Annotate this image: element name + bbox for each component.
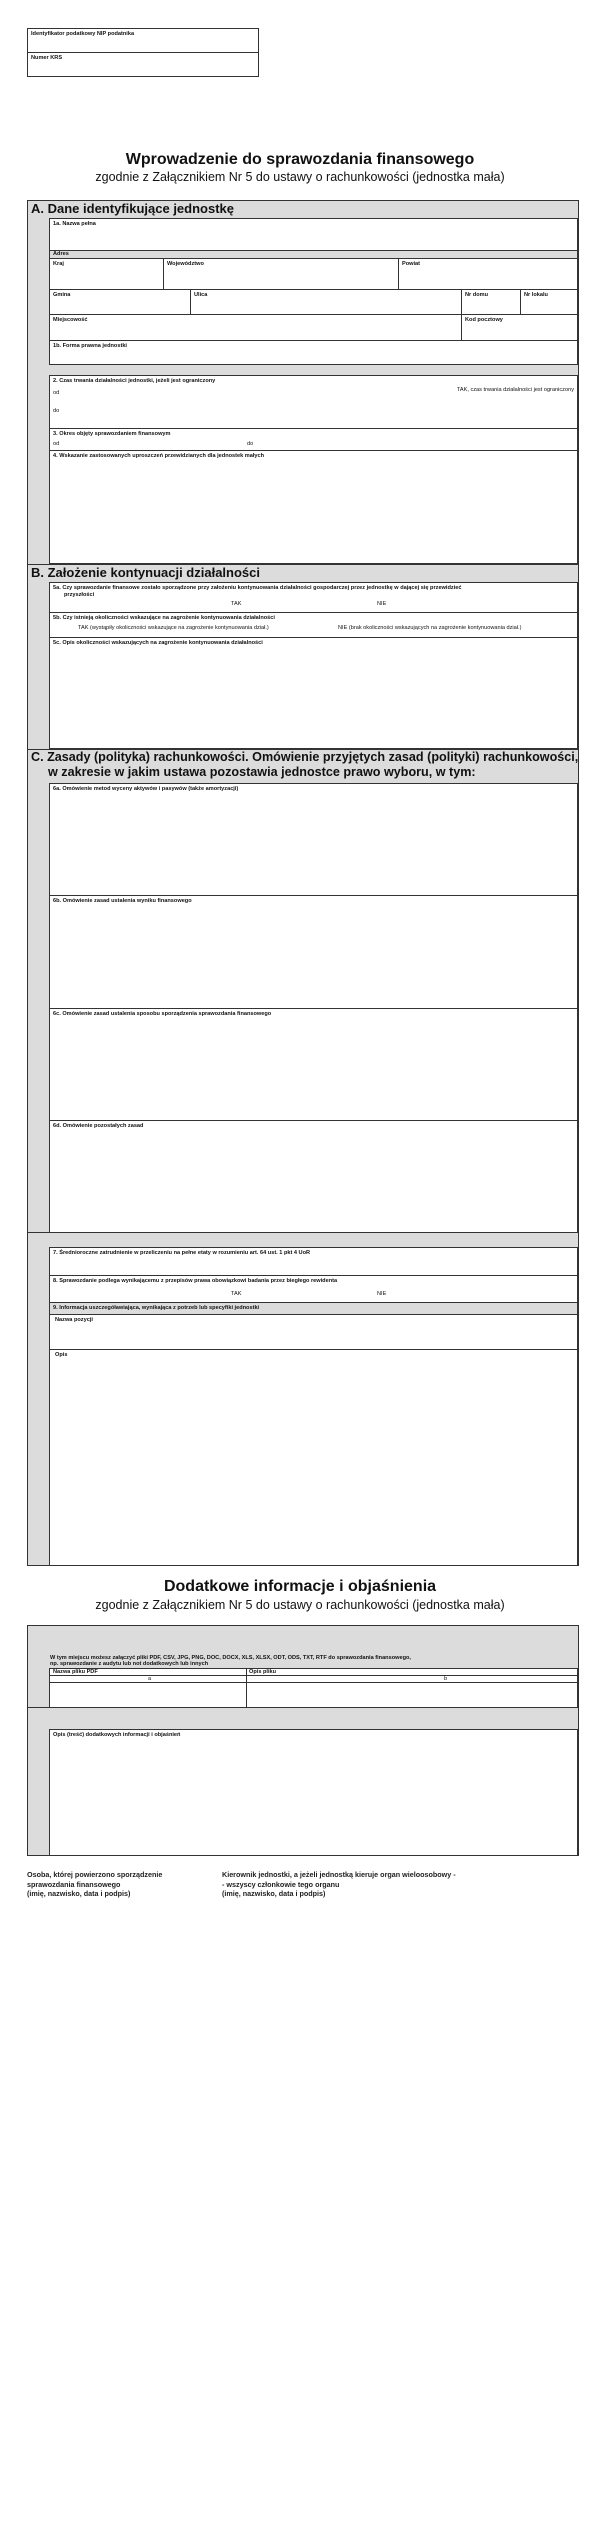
commune-label: Gmina: [53, 292, 71, 298]
additional-subtitle: zgodnie z Załącznikiem Nr 5 do ustawy o rachunkowości (jednostka mała): [95, 1598, 505, 1612]
item-name-field[interactable]: [49, 1314, 578, 1350]
going-concern-label-cont: przyszłości: [64, 592, 95, 598]
file-name-column-header: Nazwa pliku PDF: [53, 1669, 98, 1675]
county-field[interactable]: [398, 258, 578, 290]
duration-to-label: do: [53, 408, 60, 414]
period-field[interactable]: [49, 428, 578, 451]
legal-form-field[interactable]: [49, 340, 578, 365]
country-field[interactable]: [49, 258, 164, 290]
statement-preparation-label: 6c. Omówienie zasad ustalenia sposobu sporządzenia sprawozdania finansowego: [53, 1011, 272, 1017]
valuation-methods-label: 6a. Omówienie metod wyceny aktywów i pasywów (także amortyzacji): [53, 786, 239, 792]
simplifications-label: 4. Wskazanie zastosowanych uproszczeń przewidzianych dla jednostek małych: [53, 453, 265, 459]
file-table-header-row: [50, 1669, 577, 1676]
address-bar: [49, 251, 578, 258]
file-description-column-letter: b: [444, 1676, 448, 1682]
other-policies-label: 6d. Omówienie pozostałych zasad: [53, 1123, 144, 1129]
section-divider: [28, 1232, 578, 1233]
financial-result-field[interactable]: [49, 895, 578, 1009]
city-field[interactable]: [49, 314, 462, 341]
name-full-label: 1a. Nazwa pełna: [53, 221, 96, 227]
valuation-methods-field[interactable]: [49, 783, 578, 896]
attach-info-line2: np. sprawozdanie z audytu lub not dodatkowych lub innych: [50, 1661, 209, 1667]
preparer-line1: Osoba, której powierzono sporządzenie: [27, 1870, 163, 1879]
section-c-header: [28, 749, 578, 783]
manager-line3: (imię, nazwisko, data i podpis): [222, 1889, 326, 1898]
employment-field[interactable]: [49, 1247, 578, 1276]
audit-no-option[interactable]: NIE: [377, 1291, 387, 1297]
additional-title: Dodatkowe informacje i objaśnienia: [163, 1578, 437, 1595]
audit-field[interactable]: [49, 1275, 578, 1303]
simplifications-field[interactable]: [49, 450, 578, 564]
address-label: Adres: [53, 251, 69, 257]
going-concern-no-option[interactable]: NIE: [377, 601, 387, 607]
duration-field[interactable]: [49, 375, 578, 429]
legal-form-label: 1b. Forma prawna jednostki: [53, 343, 127, 349]
file-description-cell[interactable]: [247, 1684, 577, 1707]
file-name-cell[interactable]: [50, 1684, 246, 1707]
krs-label: Numer KRS: [31, 55, 63, 61]
postal-code-label: Kod pocztowy: [465, 317, 503, 323]
section-a-header: A. Dane identyfikujące jednostkę: [28, 201, 578, 218]
file-table: [49, 1668, 578, 1708]
item-description-label: Opis: [55, 1352, 68, 1358]
additional-divider: [28, 1707, 578, 1708]
city-label: Miejscowość: [53, 317, 88, 323]
section-c-header-line1: C. Zasady (polityka) rachunkowości. Omówienie przyjętych zasad (polityki) rachunkowości,: [31, 750, 579, 764]
flat-no-field[interactable]: [520, 289, 578, 315]
manager-signature: [222, 1870, 456, 1899]
postal-code-field[interactable]: [461, 314, 578, 341]
voivodeship-label: Województwo: [167, 261, 204, 267]
attach-info-line1: W tym miejscu możesz załączyć pliki PDF, CSV, JPG, PNG, DOC, DOCX, XLS, XLSX, ODT, ODS, TXT, RTF do sprawozdania finansowego,: [50, 1655, 411, 1661]
financial-result-label: 6b. Omówienie zasad ustalenia wyniku finansowego: [53, 898, 192, 904]
page-title: Wprowadzenie do sprawozdania finansowego: [125, 151, 475, 168]
item-description-field[interactable]: [49, 1349, 578, 1565]
preparer-signature: [27, 1870, 162, 1899]
audit-yes-option[interactable]: TAK: [231, 1291, 242, 1297]
section-b-header: B. Założenie kontynuacji działalności: [28, 564, 578, 582]
county-label: Powiat: [402, 261, 421, 267]
preparer-line3: (imię, nazwisko, data i podpis): [27, 1889, 131, 1898]
file-name-column-letter: a: [148, 1676, 152, 1682]
file-description-column-header: Opis pliku: [249, 1669, 277, 1675]
duration-from-label: od: [53, 390, 60, 396]
street-field[interactable]: [190, 289, 462, 315]
detail-info-label: 9. Informacja uszczegóławiająca, wynikająca z potrzeb lub specyfiki jednostki: [53, 1305, 260, 1311]
going-concern-yes-option[interactable]: TAK: [231, 601, 242, 607]
period-label: 3. Okres objęty sprawozdaniem finansowym: [53, 431, 171, 437]
duration-label: 2. Czas trwania działalności jednostki, jeżeli jest ograniczony: [53, 378, 216, 384]
period-to-label: do: [247, 441, 254, 447]
nip-field[interactable]: [28, 29, 258, 53]
nip-label: Identyfikator podatkowy NIP podatnika: [31, 31, 135, 37]
manager-line1: Kierownik jednostki, a jeżeli jednostką kieruje organ wieloosobowy -: [222, 1870, 456, 1879]
name-full-field[interactable]: [49, 218, 578, 251]
threat-label: 5b. Czy istnieją okoliczności wskazujące na zagrożenie kontynuowania działalności: [53, 615, 275, 621]
audit-label: 8. Sprawozdanie podlega wynikającemu z przepisów prawa obowiązkowi badania przez biegłego rewidenta: [53, 1278, 338, 1284]
house-no-field[interactable]: [461, 289, 521, 315]
period-from-label: od: [53, 441, 60, 447]
commune-field[interactable]: [49, 289, 191, 315]
voivodeship-field[interactable]: [163, 258, 399, 290]
additional-description-label: Opis (treść) dodatkowych informacji i objaśnień: [53, 1732, 181, 1738]
employment-label: 7. Średnioroczne zatrudnienie w przeliczeniu na pełne etaty w rozumieniu art. 64 ust. 1 pkt 4 UoR: [53, 1250, 311, 1256]
threat-no-option[interactable]: NIE (brak okoliczności wskazujących na zagrożenie kontynuowania dział.): [338, 625, 522, 631]
house-no-label: Nr domu: [465, 292, 488, 298]
manager-line2: - wszyscy członkowie tego organu: [222, 1879, 340, 1889]
duration-limited-checkbox-label[interactable]: TAK, czas trwania działalności jest ograniczony: [456, 387, 574, 393]
going-concern-field[interactable]: [49, 582, 578, 613]
additional-description-field[interactable]: [49, 1729, 578, 1855]
other-policies-field[interactable]: [49, 1120, 578, 1233]
threat-description-field[interactable]: [49, 637, 578, 749]
threat-yes-option[interactable]: TAK (wystąpiły okoliczności wskazujące na zagrożenie kontynuowania dział.): [78, 625, 269, 631]
flat-no-label: Nr lokalu: [524, 292, 548, 298]
krs-field[interactable]: [28, 53, 258, 76]
country-label: Kraj: [53, 261, 64, 267]
statement-preparation-field[interactable]: [49, 1008, 578, 1121]
going-concern-label: 5a. Czy sprawozdanie finansowe zostało sporządzone przy założeniu kontynuowania działalności gospodarczej przez jednostkę w dającej się przewidzieć: [53, 585, 462, 591]
header-id-box: [27, 28, 259, 77]
section-c-header-line2: w zakresie w jakim ustawa pozostawia jednostce prawo wyboru, w tym:: [48, 765, 476, 779]
threat-field[interactable]: [49, 612, 578, 638]
file-table-letters-row: [50, 1676, 577, 1683]
threat-description-label: 5c. Opis okoliczności wskazujących na zagrożenie kontynuowania działalności: [53, 640, 263, 646]
page-subtitle: zgodnie z Załącznikiem Nr 5 do ustawy o rachunkowości (jednostka mała): [95, 170, 505, 184]
preparer-line2: sprawozdania finansowego: [27, 1879, 121, 1889]
item-name-label: Nazwa pozycji: [55, 1317, 93, 1323]
street-label: Ulica: [194, 292, 208, 298]
